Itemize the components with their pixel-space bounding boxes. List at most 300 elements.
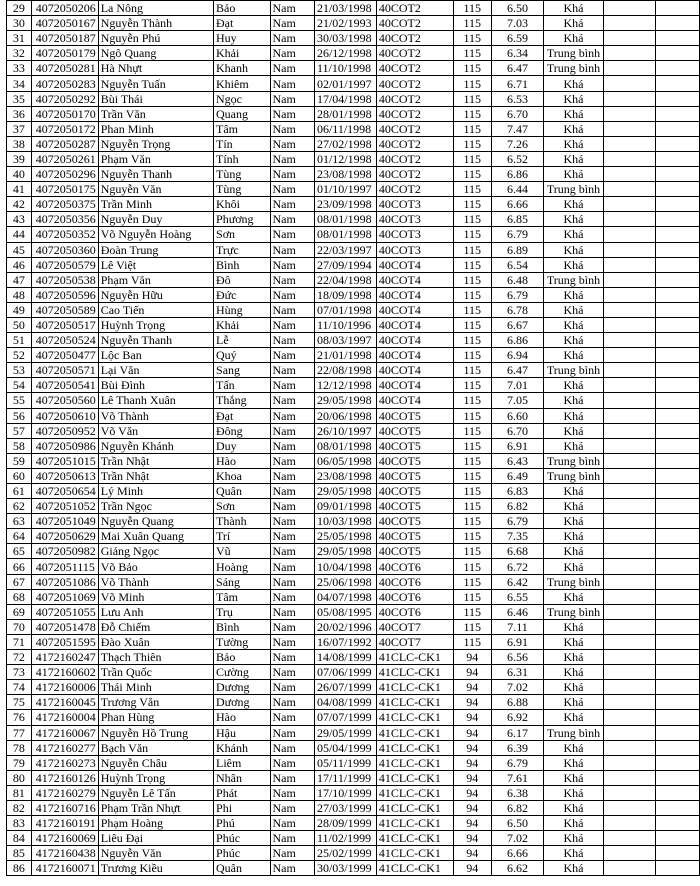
given-name-cell: Hào [214,453,271,468]
student-id-cell: 4172160045 [31,695,98,710]
credits-cell: 94 [453,650,491,665]
table-row [7,484,700,499]
classification-cell: Khá [544,287,604,302]
given-name-cell: Đức [214,287,271,302]
row-number-cell: 53 [7,363,32,378]
family-name-cell: Nguyễn Hữu [98,287,213,302]
empty-cell [656,287,700,302]
class-code-cell: 41CLC-CK1 [376,695,453,710]
gender-cell: Nam [270,785,314,800]
student-id-cell: 4072051015 [31,453,98,468]
birth-date-cell: 25/05/1998 [314,529,376,544]
credits-cell: 94 [453,816,491,831]
table-row [7,574,700,589]
birth-date-cell: 07/07/1999 [314,710,376,725]
empty-cell [656,559,700,574]
row-number-cell: 78 [7,740,32,755]
family-name-cell: Thạch Thiên [98,650,213,665]
student-id-cell: 4072050560 [31,393,98,408]
credits-cell: 115 [453,31,491,46]
class-code-cell: 40COT6 [376,589,453,604]
row-number-cell: 41 [7,182,32,197]
given-name-cell: Thành [214,514,271,529]
empty-cell [603,1,655,16]
given-name-cell: Phi [214,800,271,815]
row-number-cell: 59 [7,453,32,468]
student-id-cell: 4072050356 [31,212,98,227]
student-id-cell: 4072050571 [31,363,98,378]
table-row [7,770,700,785]
table-row [7,1,700,16]
classification-cell: Khá [544,16,604,31]
student-id-cell: 4072050524 [31,333,98,348]
empty-cell [656,634,700,649]
classification-cell: Khá [544,121,604,136]
class-code-cell: 41CLC-CK1 [376,816,453,831]
gender-cell: Nam [270,831,314,846]
classification-cell: Khá [544,816,604,831]
birth-date-cell: 08/01/1998 [314,438,376,453]
classification-cell: Trung bình [544,468,604,483]
given-name-cell: Trí [214,529,271,544]
student-id-cell: 4072050589 [31,302,98,317]
birth-date-cell: 07/01/1998 [314,302,376,317]
empty-cell [603,846,655,861]
family-name-cell: Võ Văn [98,423,213,438]
gpa-cell: 6.82 [491,499,543,514]
table-row [7,740,700,755]
empty-cell [656,302,700,317]
birth-date-cell: 30/03/1999 [314,861,376,876]
family-name-cell: Nguyễn Trọng [98,136,213,151]
table-row [7,182,700,197]
row-number-cell: 68 [7,589,32,604]
class-code-cell: 40COT2 [376,91,453,106]
gpa-cell: 7.05 [491,393,543,408]
row-number-cell: 50 [7,317,32,332]
table-row [7,31,700,46]
class-code-cell: 41CLC-CK1 [376,710,453,725]
gpa-cell: 6.60 [491,408,543,423]
student-id-cell: 4172160126 [31,770,98,785]
table-row [7,589,700,604]
birth-date-cell: 29/05/1998 [314,484,376,499]
gpa-cell: 6.82 [491,800,543,815]
student-id-cell: 4072050170 [31,106,98,121]
gender-cell: Nam [270,574,314,589]
gpa-cell: 7.03 [491,16,543,31]
class-code-cell: 40COT5 [376,468,453,483]
gpa-cell: 6.56 [491,650,543,665]
gender-cell: Nam [270,76,314,91]
given-name-cell: Đông [214,423,271,438]
empty-cell [656,91,700,106]
class-code-cell: 41CLC-CK1 [376,680,453,695]
gender-cell: Nam [270,468,314,483]
empty-cell [603,831,655,846]
table-row [7,544,700,559]
birth-date-cell: 08/01/1998 [314,212,376,227]
classification-cell: Khá [544,423,604,438]
credits-cell: 94 [453,665,491,680]
gender-cell: Nam [270,695,314,710]
family-name-cell: Nguyễn Phú [98,31,213,46]
table-row [7,816,700,831]
empty-cell [656,121,700,136]
empty-cell [603,499,655,514]
credits-cell: 115 [453,106,491,121]
empty-cell [656,257,700,272]
gpa-cell: 6.48 [491,272,543,287]
student-id-cell: 4172160247 [31,650,98,665]
student-id-cell: 4172160279 [31,785,98,800]
gpa-cell: 6.55 [491,589,543,604]
classification-cell: Khá [544,499,604,514]
student-id-cell: 4072050596 [31,287,98,302]
class-code-cell: 40COT4 [376,317,453,332]
family-name-cell: Cao Tiến [98,302,213,317]
birth-date-cell: 07/06/1999 [314,665,376,680]
birth-date-cell: 21/02/1993 [314,16,376,31]
student-id-cell: 4072050952 [31,423,98,438]
empty-cell [656,136,700,151]
gender-cell: Nam [270,1,314,16]
birth-date-cell: 06/11/1998 [314,121,376,136]
family-name-cell: Nguyễn Thanh [98,167,213,182]
family-name-cell: Nguyễn Duy [98,212,213,227]
given-name-cell: Tùng [214,167,271,182]
given-name-cell: Ngọc [214,91,271,106]
row-number-cell: 44 [7,227,32,242]
family-name-cell: Trần Minh [98,197,213,212]
credits-cell: 94 [453,770,491,785]
class-code-cell: 40COT2 [376,31,453,46]
birth-date-cell: 22/03/1997 [314,242,376,257]
empty-cell [656,846,700,861]
credits-cell: 115 [453,438,491,453]
table-row [7,800,700,815]
gpa-cell: 6.66 [491,197,543,212]
gpa-cell: 6.50 [491,1,543,16]
classification-cell: Khá [544,136,604,151]
credits-cell: 94 [453,725,491,740]
table-row [7,453,700,468]
class-code-cell: 41CLC-CK1 [376,861,453,876]
empty-cell [603,197,655,212]
birth-date-cell: 29/05/1998 [314,544,376,559]
credits-cell: 115 [453,484,491,499]
family-name-cell: Bùi Thái [98,91,213,106]
empty-cell [656,182,700,197]
classification-cell: Khá [544,484,604,499]
row-number-cell: 34 [7,76,32,91]
given-name-cell: Khải [214,317,271,332]
credits-cell: 115 [453,167,491,182]
credits-cell: 115 [453,619,491,634]
classification-cell: Khá [544,619,604,634]
family-name-cell: Trần Nhật [98,453,213,468]
empty-cell [656,438,700,453]
classification-cell: Khá [544,559,604,574]
empty-cell [656,499,700,514]
gender-cell: Nam [270,529,314,544]
gpa-cell: 6.68 [491,544,543,559]
empty-cell [656,650,700,665]
credits-cell: 94 [453,755,491,770]
gender-cell: Nam [270,272,314,287]
empty-cell [603,106,655,121]
gender-cell: Nam [270,61,314,76]
student-id-cell: 4072050982 [31,544,98,559]
credits-cell: 115 [453,393,491,408]
classification-cell: Khá [544,650,604,665]
empty-cell [656,740,700,755]
row-number-cell: 81 [7,785,32,800]
gpa-cell: 6.91 [491,438,543,453]
empty-cell [603,227,655,242]
row-number-cell: 82 [7,800,32,815]
class-code-cell: 40COT5 [376,514,453,529]
empty-cell [603,559,655,574]
family-name-cell: Đoàn Trung [98,242,213,257]
classification-cell: Khá [544,438,604,453]
family-name-cell: Bùi Đình [98,378,213,393]
student-id-cell: 4172160438 [31,846,98,861]
family-name-cell: Ngô Quang [98,46,213,61]
classification-cell: Khá [544,665,604,680]
birth-date-cell: 21/01/1998 [314,348,376,363]
gender-cell: Nam [270,136,314,151]
row-number-cell: 60 [7,468,32,483]
gpa-cell: 6.88 [491,695,543,710]
gender-cell: Nam [270,106,314,121]
empty-cell [656,333,700,348]
empty-cell [656,665,700,680]
table-row [7,785,700,800]
gpa-cell: 6.42 [491,574,543,589]
empty-cell [603,665,655,680]
student-id-cell: 4172160006 [31,680,98,695]
gpa-cell: 6.47 [491,61,543,76]
birth-date-cell: 18/09/1998 [314,287,376,302]
class-code-cell: 40COT2 [376,61,453,76]
empty-cell [603,242,655,257]
empty-cell [603,484,655,499]
table-row [7,665,700,680]
credits-cell: 115 [453,136,491,151]
empty-cell [603,438,655,453]
student-id-cell: 4072050261 [31,151,98,166]
credits-cell: 115 [453,499,491,514]
birth-date-cell: 26/12/1998 [314,46,376,61]
row-number-cell: 30 [7,16,32,31]
empty-cell [656,212,700,227]
family-name-cell: Nguyễn Thanh [98,333,213,348]
table-row [7,333,700,348]
student-id-cell: 4172160071 [31,861,98,876]
class-code-cell: 40COT2 [376,16,453,31]
classification-cell: Khá [544,634,604,649]
birth-date-cell: 27/02/1998 [314,136,376,151]
empty-cell [603,619,655,634]
row-number-cell: 47 [7,272,32,287]
class-code-cell: 40COT5 [376,453,453,468]
credits-cell: 94 [453,800,491,815]
family-name-cell: Lê Việt [98,257,213,272]
class-code-cell: 40COT7 [376,634,453,649]
empty-cell [603,393,655,408]
birth-date-cell: 23/08/1998 [314,167,376,182]
student-id-cell: 4172160277 [31,740,98,755]
classification-cell: Khá [544,861,604,876]
row-number-cell: 54 [7,378,32,393]
gpa-cell: 7.35 [491,529,543,544]
credits-cell: 115 [453,333,491,348]
given-name-cell: Quân [214,484,271,499]
credits-cell: 115 [453,634,491,649]
empty-cell [656,755,700,770]
gender-cell: Nam [270,816,314,831]
gender-cell: Nam [270,16,314,31]
credits-cell: 94 [453,861,491,876]
row-number-cell: 33 [7,61,32,76]
birth-date-cell: 10/04/1998 [314,559,376,574]
given-name-cell: Hoàng [214,559,271,574]
student-id-cell: 4172160273 [31,755,98,770]
row-number-cell: 51 [7,333,32,348]
student-id-cell: 4072050629 [31,529,98,544]
family-name-cell: Đỗ Chiếm [98,619,213,634]
empty-cell [603,378,655,393]
empty-cell [656,800,700,815]
credits-cell: 115 [453,257,491,272]
credits-cell: 115 [453,76,491,91]
classification-cell: Khá [544,242,604,257]
gender-cell: Nam [270,740,314,755]
class-code-cell: 40COT2 [376,182,453,197]
given-name-cell: Khôi [214,197,271,212]
credits-cell: 115 [453,378,491,393]
gpa-cell: 6.71 [491,76,543,91]
credits-cell: 115 [453,559,491,574]
row-number-cell: 84 [7,831,32,846]
credits-cell: 94 [453,785,491,800]
class-code-cell: 40COT4 [376,272,453,287]
table-row [7,634,700,649]
class-code-cell: 40COT3 [376,212,453,227]
gpa-cell: 6.86 [491,167,543,182]
empty-cell [603,589,655,604]
student-id-cell: 4072050610 [31,408,98,423]
empty-cell [656,348,700,363]
empty-cell [656,393,700,408]
classification-cell: Khá [544,695,604,710]
row-number-cell: 48 [7,287,32,302]
empty-cell [656,61,700,76]
gpa-cell: 7.11 [491,619,543,634]
gpa-cell: 6.66 [491,846,543,861]
student-id-cell: 4172160069 [31,831,98,846]
birth-date-cell: 05/08/1995 [314,604,376,619]
empty-cell [656,378,700,393]
table-row [7,348,700,363]
row-number-cell: 29 [7,1,32,16]
gpa-cell: 6.86 [491,333,543,348]
class-code-cell: 40COT2 [376,151,453,166]
given-name-cell: Dương [214,680,271,695]
empty-cell [603,785,655,800]
gpa-cell: 7.02 [491,831,543,846]
table-row [7,16,700,31]
class-code-cell: 40COT2 [376,121,453,136]
gpa-cell: 6.43 [491,453,543,468]
gender-cell: Nam [270,348,314,363]
credits-cell: 94 [453,695,491,710]
student-id-cell: 4172160191 [31,816,98,831]
credits-cell: 115 [453,363,491,378]
student-id-cell: 4072051595 [31,634,98,649]
student-id-cell: 4072050187 [31,31,98,46]
birth-date-cell: 26/10/1997 [314,423,376,438]
table-row [7,831,700,846]
given-name-cell: Nhân [214,770,271,785]
family-name-cell: Hà Nhựt [98,61,213,76]
family-name-cell: Trương Kiều [98,861,213,876]
birth-date-cell: 23/08/1998 [314,468,376,483]
birth-date-cell: 01/12/1998 [314,151,376,166]
class-code-cell: 41CLC-CK1 [376,665,453,680]
row-number-cell: 86 [7,861,32,876]
empty-cell [656,619,700,634]
given-name-cell: Bảo [214,1,271,16]
gpa-cell: 6.38 [491,785,543,800]
classification-cell: Khá [544,589,604,604]
empty-cell [603,212,655,227]
gender-cell: Nam [270,800,314,815]
birth-date-cell: 17/04/1998 [314,91,376,106]
table-row [7,227,700,242]
given-name-cell: Tâm [214,589,271,604]
classification-cell: Trung bình [544,453,604,468]
gpa-cell: 6.70 [491,106,543,121]
row-number-cell: 31 [7,31,32,46]
family-name-cell: Nguyễn Hồ Trung [98,725,213,740]
table-row [7,106,700,121]
classification-cell: Khá [544,755,604,770]
gender-cell: Nam [270,167,314,182]
student-id-cell: 4072050175 [31,182,98,197]
gender-cell: Nam [270,378,314,393]
student-id-cell: 4072051069 [31,589,98,604]
birth-date-cell: 20/02/1996 [314,619,376,634]
empty-cell [656,453,700,468]
birth-date-cell: 17/11/1999 [314,770,376,785]
birth-date-cell: 21/03/1998 [314,1,376,16]
student-id-cell: 4172160602 [31,665,98,680]
class-code-cell: 41CLC-CK1 [376,770,453,785]
row-number-cell: 46 [7,257,32,272]
given-name-cell: Quân [214,861,271,876]
class-code-cell: 40COT4 [376,348,453,363]
classification-cell: Khá [544,800,604,815]
student-id-cell: 4072050613 [31,468,98,483]
gender-cell: Nam [270,650,314,665]
empty-cell [656,710,700,725]
gpa-cell: 6.67 [491,317,543,332]
empty-cell [656,816,700,831]
empty-cell [603,257,655,272]
row-number-cell: 39 [7,151,32,166]
